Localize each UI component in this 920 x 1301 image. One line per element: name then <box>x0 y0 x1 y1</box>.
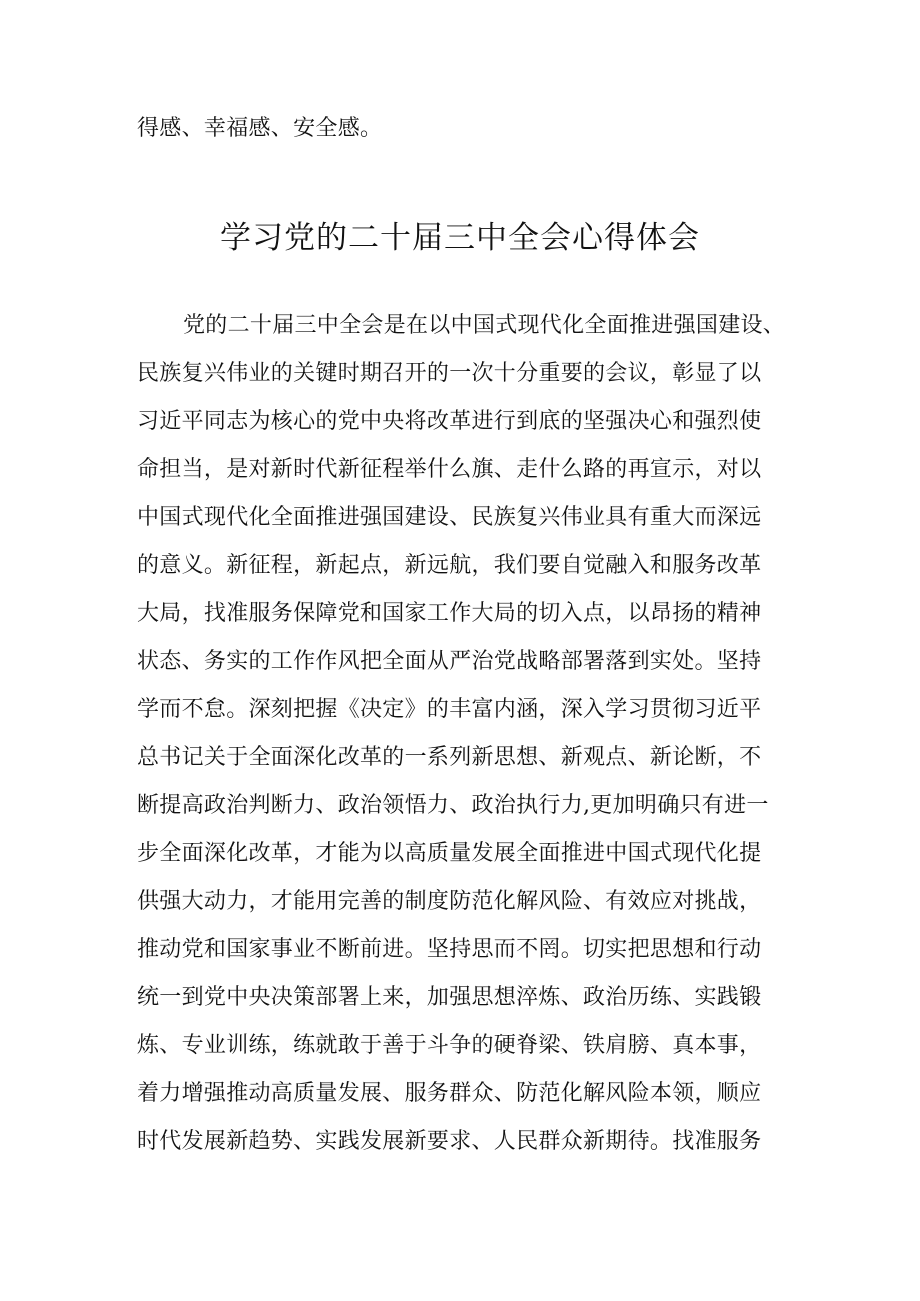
body-line: 时代发展新趋势、实践发展新要求、人民群众新期待。找准服务 <box>137 1129 762 1154</box>
body-line: 步全面深化改革，才能为以高质量发展全面推进中国式现代化提 <box>137 841 762 866</box>
body-line: 民族复兴伟业的关键时期召开的一次十分重要的会议，彰显了以 <box>137 361 762 386</box>
body-line: 炼、专业训练，练就敢于善于斗争的硬脊梁、铁肩膀、真本事， <box>137 1033 762 1058</box>
body-line: 推动党和国家事业不断前进。坚持思而不罔。切实把思想和行动 <box>137 937 762 962</box>
body-line: 党的二十届三中全会是在以中国式现代化全面推进强国建设、 <box>183 313 786 338</box>
body-line: 统一到党中央决策部署上来，加强思想淬炼、政治历练、实践锻 <box>137 985 762 1010</box>
body-line: 学而不怠。深刻把握《决定》的丰富内涵，深入学习贯彻习近平 <box>137 697 762 722</box>
body-line: 大局，找准服务保障党和国家工作大局的切入点，以昂扬的精神 <box>137 601 762 626</box>
body-line: 习近平同志为核心的党中央将改革进行到底的坚强决心和强烈使 <box>137 409 762 434</box>
body-line: 中国式现代化全面推进强国建设、民族复兴伟业具有重大而深远 <box>137 505 762 530</box>
carryover-text-line: 得感、幸福感、安全感。 <box>137 116 383 141</box>
body-line: 断提高政治判断力、政治领悟力、政治执行力,更加明确只有进一 <box>137 793 769 818</box>
body-line: 供强大动力，才能用完善的制度防范化解风险、有效应对挑战， <box>137 889 762 914</box>
body-line: 着力增强推动高质量发展、服务群众、防范化解风险本领，顺应 <box>137 1081 762 1106</box>
body-line: 状态、务实的工作作风把全面从严治党战略部署落到实处。坚持 <box>137 649 762 674</box>
document-title: 学习党的二十届三中全会心得体会 <box>220 220 700 256</box>
body-line: 的意义。新征程，新起点，新远航，我们要自觉融入和服务改革 <box>137 553 762 578</box>
body-line: 命担当，是对新时代新征程举什么旗、走什么路的再宣示，对以 <box>137 457 762 482</box>
body-line: 总书记关于全面深化改革的一系列新思想、新观点、新论断，不 <box>137 745 762 770</box>
